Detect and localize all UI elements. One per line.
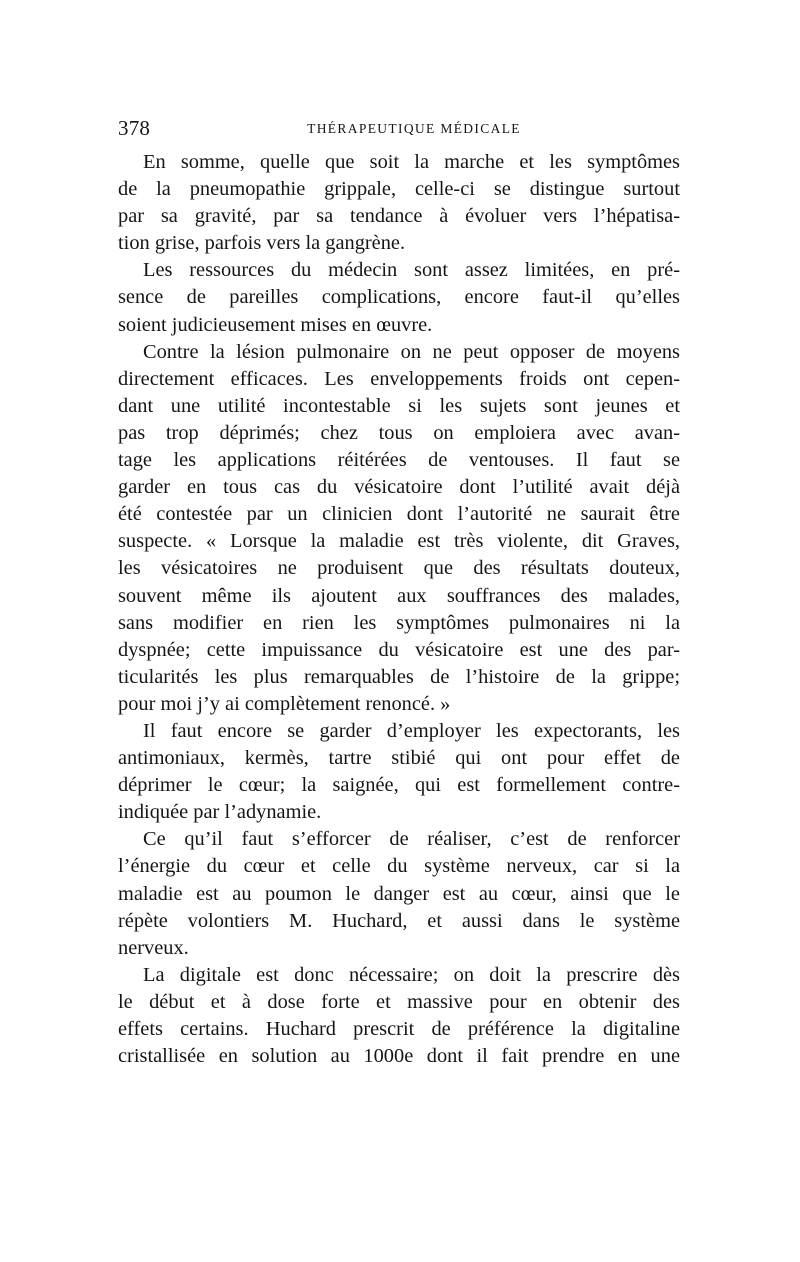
body-text xyxy=(118,149,680,1070)
text-line: maladie est au poumon le danger est au cœur, ainsi que le xyxy=(118,882,680,905)
text-line: répète volontiers M. Huchard, et aussi dans le système xyxy=(118,909,680,932)
text-line: l’énergie du cœur et celle du système nerveux, car si la xyxy=(118,855,680,878)
page-number: 378 xyxy=(118,116,151,140)
text-line: En somme, quelle que soit la marche et les symptômes xyxy=(143,151,680,173)
text-line: garder en tous cas du vésicatoire dont l’utilité avait déjà xyxy=(118,476,680,499)
text-line: ticularités les plus remarquables de l’histoire de la grippe; xyxy=(118,665,680,688)
text-line: La digitale est donc nécessaire; on doit la prescrire dès xyxy=(143,963,680,986)
text-line: soient judicieusement mises en œuvre. xyxy=(118,313,433,336)
text-line: déprimer le cœur; la saignée, qui est formellement contre- xyxy=(118,774,680,797)
text-line: Il faut encore se garder d’employer les expectorants, les xyxy=(143,719,680,742)
text-line: nerveux. xyxy=(118,936,189,959)
text-line: tage les applications réitérées de ventouses. Il faut se xyxy=(118,449,680,472)
text-line: les vésicatoires ne produisent que des résultats douteux, xyxy=(118,557,680,580)
text-line: dant une utilité incontestable si les sujets sont jeunes et xyxy=(118,394,680,417)
page-header xyxy=(118,113,680,143)
text-line: Les ressources du médecin sont assez limitées, en pré- xyxy=(143,259,680,282)
text-line: sence de pareilles complications, encore faut-il qu’elles xyxy=(118,286,680,309)
text-line: antimoniaux, kermès, tartre stibié qui ont pour effet de xyxy=(118,747,680,770)
text-line: le début et à dose forte et massive pour en obtenir des xyxy=(118,990,680,1013)
text-line: suspecte. « Lorsque la maladie est très violente, dit Graves, xyxy=(118,530,680,553)
text-line: par sa gravité, par sa tendance à évoluer vers l’hépatisa- xyxy=(118,205,680,228)
text-line: pour moi j’y ai complètement renoncé. » xyxy=(118,692,451,715)
text-line: tion grise, parfois vers la gangrène. xyxy=(118,232,406,255)
text-line: souvent même ils ajoutent aux souffrances des malades, xyxy=(118,584,680,607)
text-line: cristallisée en solution au 1000e dont il fait prendre en une xyxy=(118,1045,680,1068)
text-line: pas trop déprimés; chez tous on emploiera avec avan- xyxy=(118,421,680,444)
text-line: dyspnée; cette impuissance du vésicatoire est une des par- xyxy=(118,638,680,661)
text-line: Contre la lésion pulmonaire on ne peut opposer de moyens xyxy=(143,340,680,363)
text-line: Ce qu’il faut s’efforcer de réaliser, c’est de renforcer xyxy=(143,828,680,851)
running-title: THÉRAPEUTIQUE MÉDICALE xyxy=(307,121,521,136)
text-line: de la pneumopathie grippale, celle-ci se distingue surtout xyxy=(118,178,680,201)
text-line: indiquée par l’adynamie. xyxy=(118,801,322,824)
text-line: directement efficaces. Les enveloppements froids ont cepen- xyxy=(118,367,680,390)
text-line: effets certains. Huchard prescrit de préférence la digitaline xyxy=(118,1018,680,1040)
text-line: été contestée par un clinicien dont l’autorité ne saurait être xyxy=(118,503,680,526)
text-line: sans modifier en rien les symptômes pulmonaires ni la xyxy=(118,611,680,634)
